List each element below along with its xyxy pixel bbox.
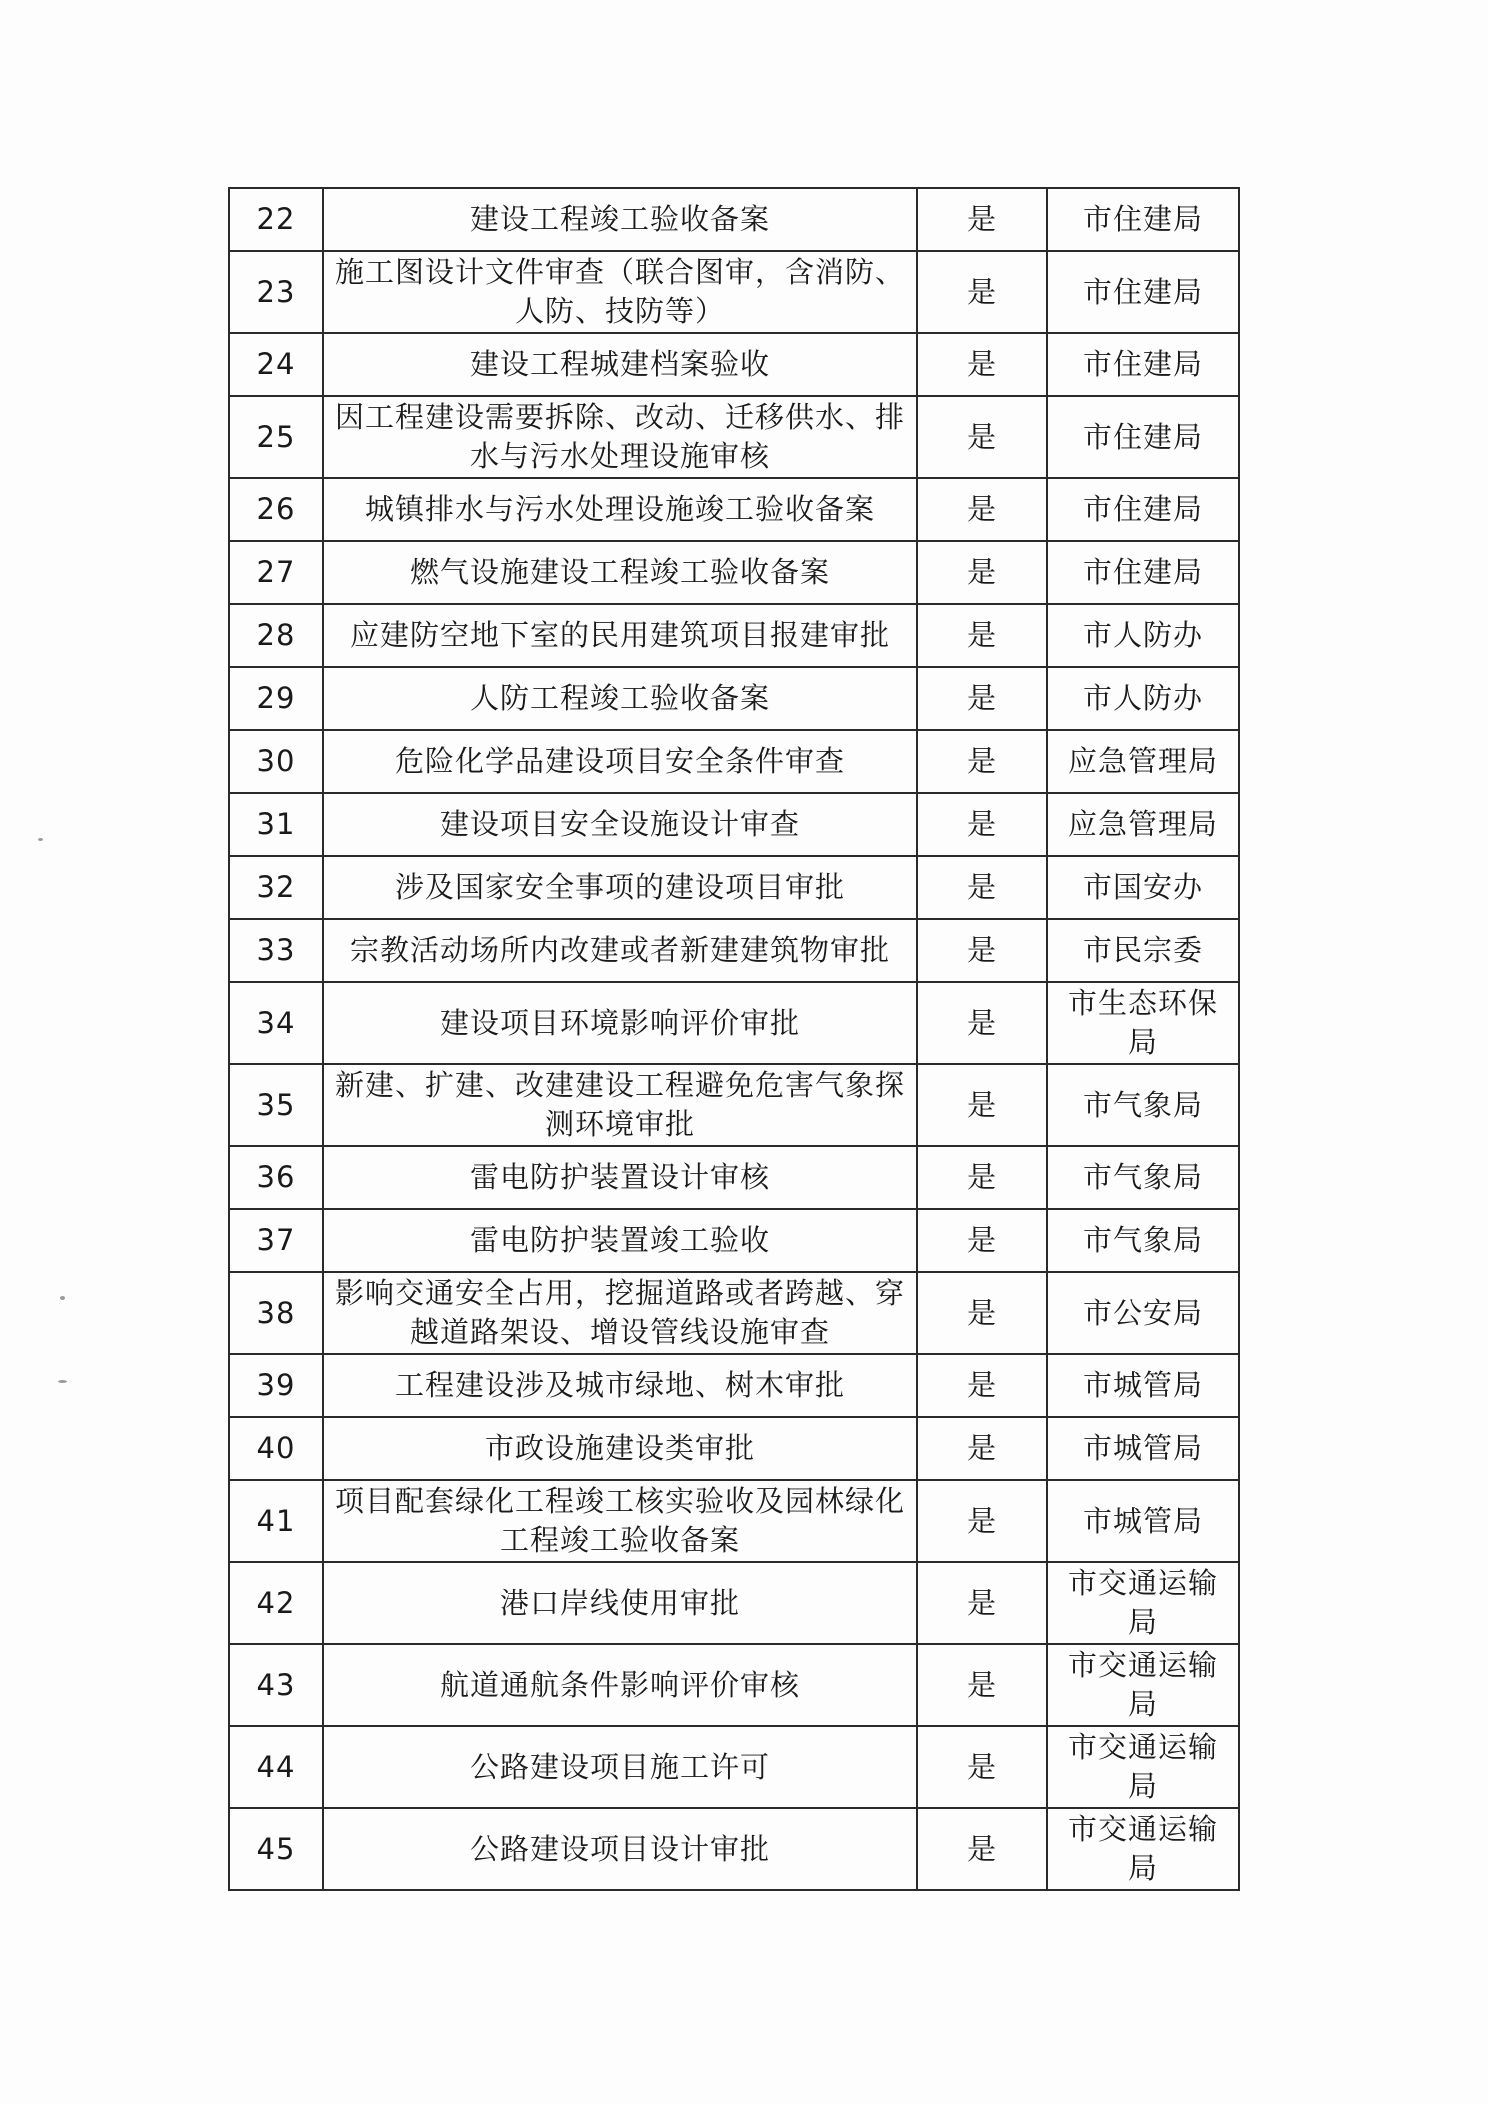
item-name: 港口岸线使用审批 <box>323 1562 917 1644</box>
item-number: 26 <box>229 478 323 541</box>
item-number: 32 <box>229 856 323 919</box>
item-number: 44 <box>229 1726 323 1808</box>
item-number: 27 <box>229 541 323 604</box>
table-row <box>229 1644 1239 1726</box>
item-number: 40 <box>229 1417 323 1480</box>
item-flag: 是 <box>917 1064 1047 1146</box>
item-name: 宗教活动场所内改建或者新建建筑物审批 <box>323 919 917 982</box>
table-row <box>229 1480 1239 1562</box>
table-row <box>229 982 1239 1064</box>
item-flag: 是 <box>917 478 1047 541</box>
table-row <box>229 1354 1239 1417</box>
item-name: 建设项目安全设施设计审查 <box>323 793 917 856</box>
table-row <box>229 1726 1239 1808</box>
table-body <box>229 188 1239 1890</box>
item-name: 施工图设计文件审查（联合图审，含消防、人防、技防等） <box>323 251 917 333</box>
item-flag: 是 <box>917 1562 1047 1644</box>
item-department: 应急管理局 <box>1047 793 1239 856</box>
table-row <box>229 1272 1239 1354</box>
item-flag: 是 <box>917 333 1047 396</box>
table-row <box>229 1064 1239 1146</box>
item-flag: 是 <box>917 1417 1047 1480</box>
item-department: 市气象局 <box>1047 1209 1239 1272</box>
item-department: 市住建局 <box>1047 188 1239 251</box>
approval-items-table <box>228 187 1240 1891</box>
item-flag: 是 <box>917 1209 1047 1272</box>
item-name: 城镇排水与污水处理设施竣工验收备案 <box>323 478 917 541</box>
item-name: 人防工程竣工验收备案 <box>323 667 917 730</box>
item-department: 市气象局 <box>1047 1146 1239 1209</box>
item-flag: 是 <box>917 856 1047 919</box>
item-department: 市交通运输局 <box>1047 1644 1239 1726</box>
table-row <box>229 1209 1239 1272</box>
table-row <box>229 396 1239 478</box>
item-number: 42 <box>229 1562 323 1644</box>
item-number: 23 <box>229 251 323 333</box>
item-flag: 是 <box>917 1146 1047 1209</box>
scan-speck <box>60 1296 65 1300</box>
scan-speck <box>58 1380 67 1383</box>
item-number: 36 <box>229 1146 323 1209</box>
item-department: 市住建局 <box>1047 333 1239 396</box>
table-row <box>229 604 1239 667</box>
item-department: 市住建局 <box>1047 541 1239 604</box>
item-name: 危险化学品建设项目安全条件审查 <box>323 730 917 793</box>
item-number: 31 <box>229 793 323 856</box>
table-row <box>229 251 1239 333</box>
scan-speck <box>38 838 43 841</box>
item-flag: 是 <box>917 1354 1047 1417</box>
item-department: 市气象局 <box>1047 1064 1239 1146</box>
item-flag: 是 <box>917 541 1047 604</box>
item-name: 航道通航条件影响评价审核 <box>323 1644 917 1726</box>
item-name: 雷电防护装置竣工验收 <box>323 1209 917 1272</box>
item-department: 市交通运输局 <box>1047 1726 1239 1808</box>
item-name: 影响交通安全占用，挖掘道路或者跨越、穿越道路架设、增设管线设施审查 <box>323 1272 917 1354</box>
item-flag: 是 <box>917 793 1047 856</box>
table-row <box>229 541 1239 604</box>
item-flag: 是 <box>917 188 1047 251</box>
item-department: 市住建局 <box>1047 478 1239 541</box>
item-department: 市人防办 <box>1047 604 1239 667</box>
item-number: 29 <box>229 667 323 730</box>
item-department: 市生态环保局 <box>1047 982 1239 1064</box>
item-flag: 是 <box>917 1644 1047 1726</box>
item-department: 市国安办 <box>1047 856 1239 919</box>
item-name: 建设工程城建档案验收 <box>323 333 917 396</box>
item-department: 市住建局 <box>1047 396 1239 478</box>
item-number: 28 <box>229 604 323 667</box>
item-flag: 是 <box>917 667 1047 730</box>
item-name: 新建、扩建、改建建设工程避免危害气象探测环境审批 <box>323 1064 917 1146</box>
item-flag: 是 <box>917 730 1047 793</box>
item-flag: 是 <box>917 1726 1047 1808</box>
item-department: 市交通运输局 <box>1047 1562 1239 1644</box>
item-number: 43 <box>229 1644 323 1726</box>
table-row <box>229 333 1239 396</box>
table-row <box>229 919 1239 982</box>
item-number: 35 <box>229 1064 323 1146</box>
table-row <box>229 730 1239 793</box>
item-name: 项目配套绿化工程竣工核实验收及园林绿化工程竣工验收备案 <box>323 1480 917 1562</box>
item-number: 30 <box>229 730 323 793</box>
table-row <box>229 478 1239 541</box>
item-department: 市城管局 <box>1047 1480 1239 1562</box>
item-number: 37 <box>229 1209 323 1272</box>
item-flag: 是 <box>917 396 1047 478</box>
item-name: 燃气设施建设工程竣工验收备案 <box>323 541 917 604</box>
table-row <box>229 667 1239 730</box>
table-row <box>229 188 1239 251</box>
item-name: 因工程建设需要拆除、改动、迁移供水、排水与污水处理设施审核 <box>323 396 917 478</box>
item-name: 公路建设项目设计审批 <box>323 1808 917 1890</box>
item-department: 市城管局 <box>1047 1354 1239 1417</box>
item-name: 工程建设涉及城市绿地、树木审批 <box>323 1354 917 1417</box>
item-number: 45 <box>229 1808 323 1890</box>
item-number: 33 <box>229 919 323 982</box>
item-name: 市政设施建设类审批 <box>323 1417 917 1480</box>
item-department: 应急管理局 <box>1047 730 1239 793</box>
item-number: 39 <box>229 1354 323 1417</box>
item-number: 38 <box>229 1272 323 1354</box>
item-flag: 是 <box>917 1272 1047 1354</box>
item-flag: 是 <box>917 1808 1047 1890</box>
item-name: 公路建设项目施工许可 <box>323 1726 917 1808</box>
item-number: 24 <box>229 333 323 396</box>
item-number: 22 <box>229 188 323 251</box>
item-name: 涉及国家安全事项的建设项目审批 <box>323 856 917 919</box>
item-department: 市公安局 <box>1047 1272 1239 1354</box>
item-flag: 是 <box>917 982 1047 1064</box>
item-department: 市住建局 <box>1047 251 1239 333</box>
item-department: 市人防办 <box>1047 667 1239 730</box>
item-department: 市城管局 <box>1047 1417 1239 1480</box>
item-name: 建设工程竣工验收备案 <box>323 188 917 251</box>
table-row <box>229 793 1239 856</box>
item-name: 应建防空地下室的民用建筑项目报建审批 <box>323 604 917 667</box>
item-number: 34 <box>229 982 323 1064</box>
item-flag: 是 <box>917 919 1047 982</box>
item-flag: 是 <box>917 604 1047 667</box>
item-department: 市民宗委 <box>1047 919 1239 982</box>
table-row <box>229 1417 1239 1480</box>
table-row <box>229 1562 1239 1644</box>
item-flag: 是 <box>917 1480 1047 1562</box>
table-row <box>229 1808 1239 1890</box>
item-name: 雷电防护装置设计审核 <box>323 1146 917 1209</box>
table-row <box>229 1146 1239 1209</box>
item-department: 市交通运输局 <box>1047 1808 1239 1890</box>
table-row <box>229 856 1239 919</box>
item-number: 25 <box>229 396 323 478</box>
item-number: 41 <box>229 1480 323 1562</box>
item-flag: 是 <box>917 251 1047 333</box>
item-name: 建设项目环境影响评价审批 <box>323 982 917 1064</box>
